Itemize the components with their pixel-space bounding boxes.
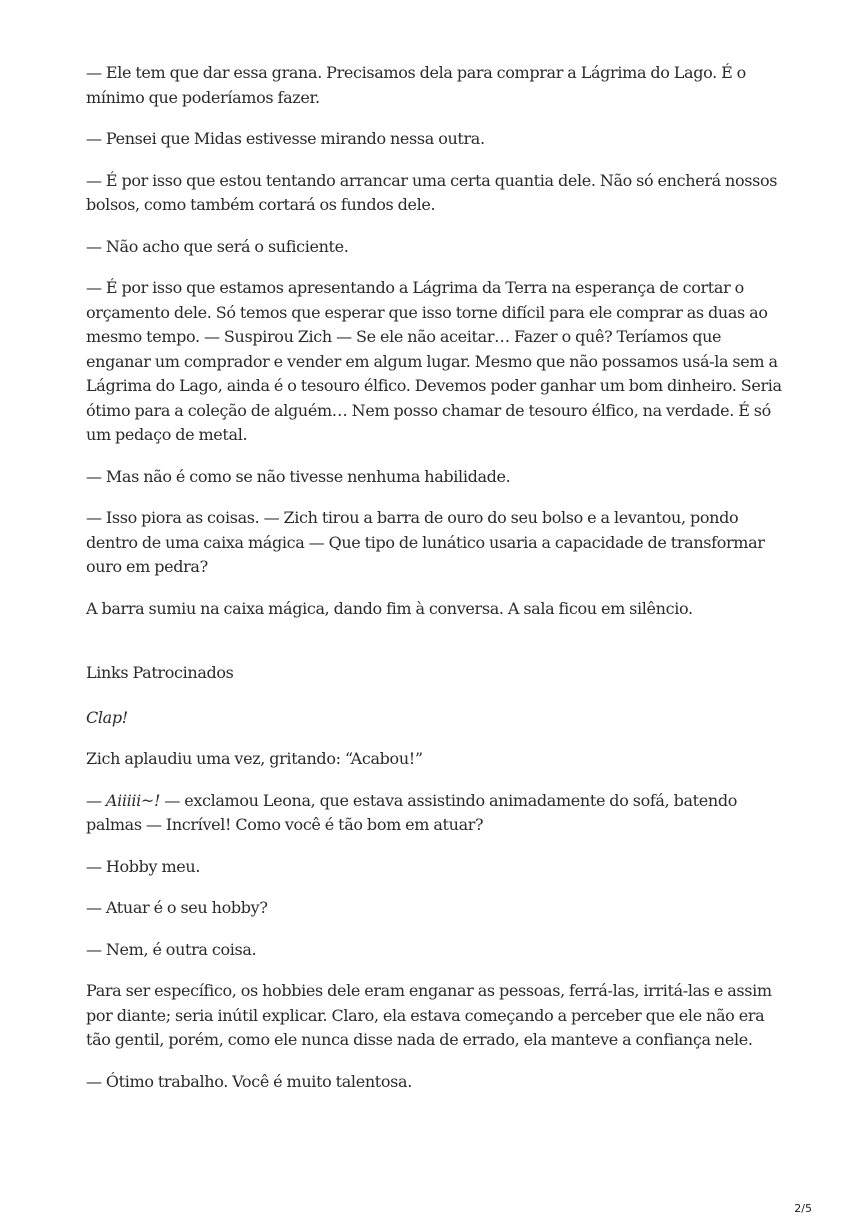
paragraph: — É por isso que estou tentando arrancar uma certa quantia dele. Não só encherá nossos bolsos, como também cortará os fundos dele.: [86, 170, 778, 214]
paragraph-leona: [86, 789, 786, 838]
paragraph: A barra sumiu na caixa mágica, dando fim à conversa. A sala ficou em silêncio.: [86, 598, 693, 618]
paragraph: — Hobby meu.: [86, 856, 201, 876]
paragraph: — Isso piora as coisas. — Zich tirou a barra de ouro do seu bolso e a levantou, pondo dentro de uma caixa mágica — Que tipo de lunático usaria a capacidade de transformar ouro em pedra?: [86, 508, 765, 576]
paragraph: — Atuar é o seu hobby?: [86, 898, 268, 917]
paragraph: Para ser específico, os hobbies dele eram enganar as pessoas, ferrá-las, irritá-las e assim por diante; seria inútil explicar. Claro, ela estava começando a perceber que ele não era tão gentil, porém, como ele nunca disse nada de errado, ela manteve a confiança nele.: [86, 981, 772, 1049]
paragraph: — Nem, é outra coisa.: [86, 939, 257, 959]
page-number: 2/5: [794, 1202, 812, 1215]
leona-rest: — exclamou Leona, que estava assistindo animadamente do sofá, batendo palmas — Incrível! Como você é tão bom em atuar?: [86, 790, 737, 834]
clap-text: Clap!: [86, 707, 128, 727]
paragraph: — É por isso que estamos apresentando a Lágrima da Terra na esperança de cortar o orçamento dele. Só temos que esperar que isso torne difícil para ele comprar as duas ao mesmo tempo. — Suspirou Zich — Se ele não aceitar… Fazer o quê? Teríamos que enganar um comprador e vender em algum lugar. Mesmo que não possamos usá-la sem a Lágrima do Lago, ainda é o tesouro élfico. Devemos poder ganhar um bom dinheiro. Seria ótimo para a coleção de alguém… Nem posso chamar de tesouro élfico, na verdade. É só um pedaço de metal.: [86, 278, 782, 444]
paragraph: — Mas não é como se não tivesse nenhuma habilidade.: [86, 466, 511, 486]
sponsored-links-label: Links Patrocinados: [86, 663, 234, 682]
leona-shout: Aiiiii~!: [105, 790, 161, 810]
paragraph-clap: [86, 706, 786, 731]
paragraph: — Pensei que Midas estivesse mirando nessa outra.: [86, 129, 485, 148]
paragraph: — Não acho que será o suficiente.: [86, 236, 349, 256]
document-page: [86, 61, 786, 1111]
paragraph: — Ótimo trabalho. Você é muito talentosa.: [86, 1071, 412, 1091]
paragraph: — Ele tem que dar essa grana. Precisamos dela para comprar a Lágrima do Lago. É o mínimo que poderíamos fazer.: [86, 63, 746, 107]
paragraph: Zich aplaudiu uma vez, gritando: “Acabou!”: [86, 749, 423, 768]
dash: —: [86, 790, 106, 810]
